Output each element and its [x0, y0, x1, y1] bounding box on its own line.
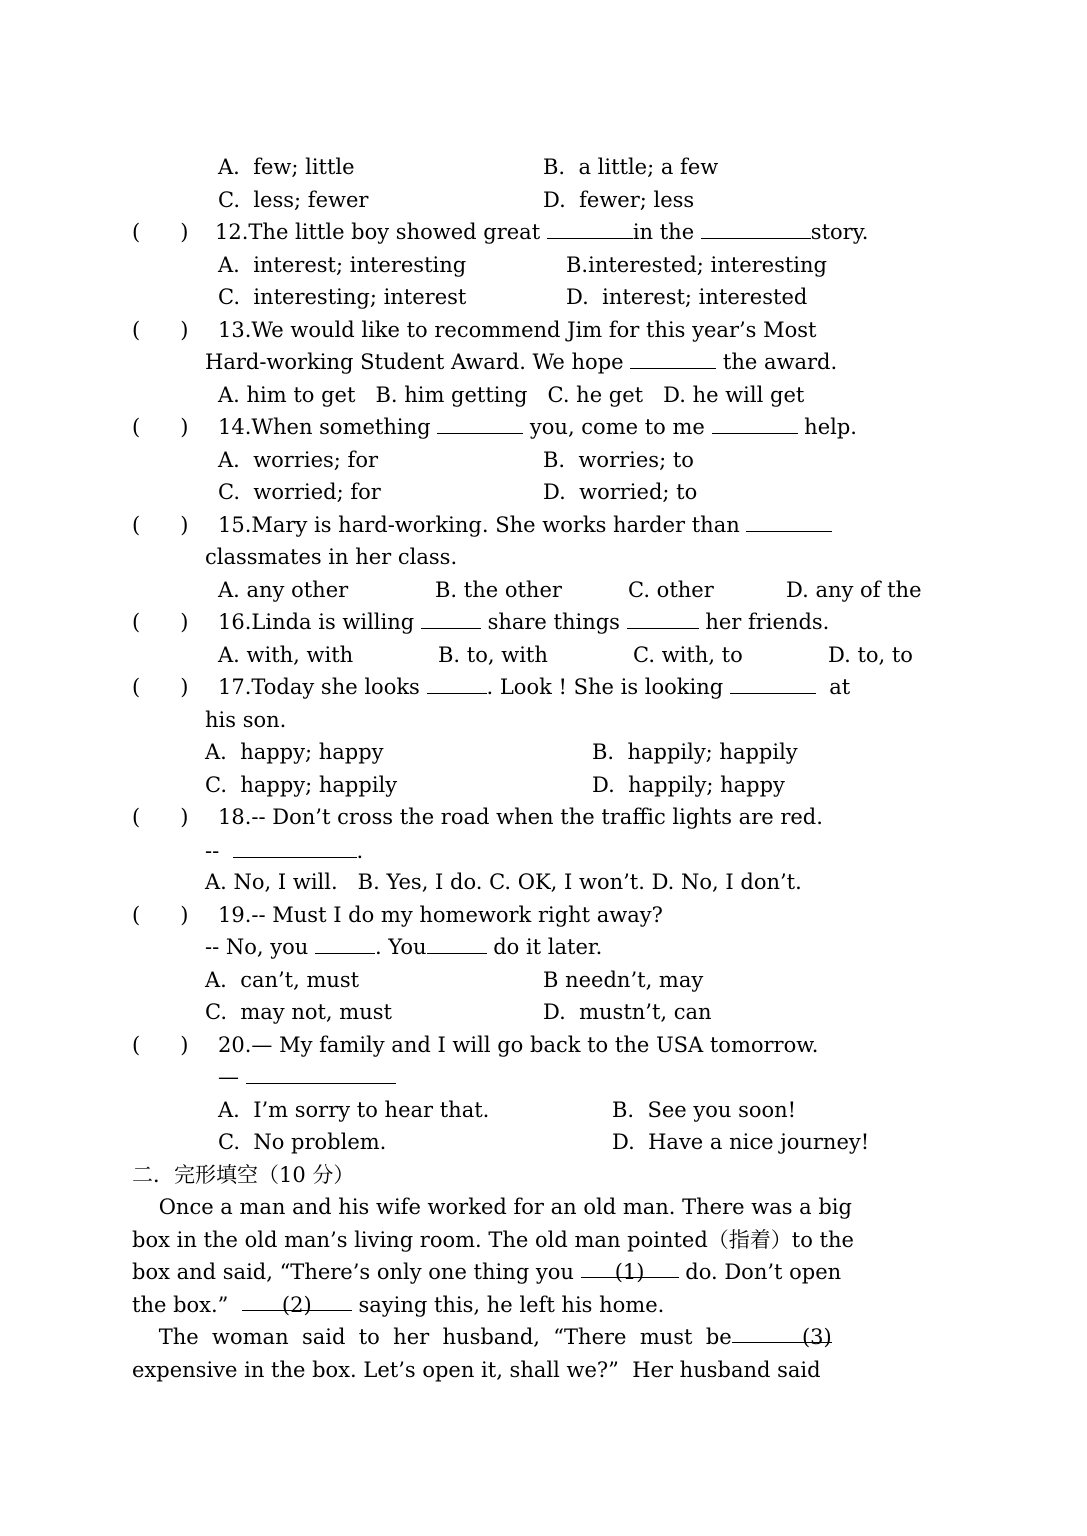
question-text: the award. [716, 350, 838, 374]
answer-paren-q16: ( ) [132, 610, 189, 634]
question-12 [215, 219, 868, 245]
answer-paren-q18: ( ) [132, 805, 189, 829]
q20-option-d: D. Have a nice journey! [612, 1130, 870, 1154]
question-15-line-2: classmates in her class. [205, 545, 458, 569]
question-number: 18. [218, 805, 252, 829]
q12-option-d: D. interest; interested [566, 285, 808, 309]
question-text: -- Don’t cross the road when the traffic lights are red. [251, 805, 823, 829]
question-text: Linda is willing [251, 610, 421, 634]
question-text: at [815, 675, 851, 699]
q20-option-b: B. See you soon! [612, 1098, 797, 1122]
question-number: 13. [218, 318, 252, 342]
question-17-line-2: his son. [205, 708, 287, 732]
answer-paren-q19: ( ) [132, 903, 189, 927]
passage-text: saying this, he left his home. [351, 1293, 665, 1317]
question-20 [218, 1032, 818, 1058]
q11-option-a: A. few; little [218, 155, 355, 179]
q20-option-c: C. No problem. [218, 1130, 387, 1154]
q14-option-a: A. worries; for [218, 448, 379, 472]
answer-blank [233, 839, 357, 858]
question-text: When something [251, 415, 438, 439]
answer-blank [701, 220, 811, 239]
question-text: We would like to recommend Jim for this year’s Most [251, 318, 817, 342]
question-number: 17. [218, 675, 252, 699]
question-15 [218, 512, 832, 538]
question-text: Hard-working Student Award. We hope [205, 350, 631, 374]
answer-paren-q14: ( ) [132, 415, 189, 439]
passage-text: the box.” [132, 1293, 242, 1317]
q17-option-b: B. happily; happily [592, 740, 798, 764]
answer-blank [427, 935, 487, 954]
answer-paren-q17: ( ) [132, 675, 189, 699]
cloze-blank-2: (2) [242, 1292, 352, 1311]
question-17 [218, 674, 850, 700]
answer-paren-q20: ( ) [132, 1033, 189, 1057]
question-20-line-2 [218, 1064, 396, 1090]
cloze-blank-1: (1) [581, 1259, 679, 1278]
question-text: -- Must I do my homework right away? [251, 903, 663, 927]
q16-option-b: B. to, with [438, 643, 548, 667]
passage-text: do. Don’t open [678, 1260, 842, 1284]
q11-option-b: B. a little; a few [543, 155, 719, 179]
answer-blank [730, 675, 816, 694]
answer-blank [746, 513, 832, 532]
question-number: 16. [218, 610, 252, 634]
q17-option-d: D. happily; happy [592, 773, 785, 797]
q12-option-b: B.interested; interesting [566, 253, 827, 277]
question-text: -- No, you [205, 935, 315, 959]
q15-option-b: B. the other [435, 578, 562, 602]
q19-option-b: B needn’t, may [543, 968, 704, 992]
question-14 [218, 414, 857, 440]
passage-line [132, 1259, 992, 1285]
q16-option-c: C. with, to [633, 643, 743, 667]
q12-option-c: C. interesting; interest [218, 285, 467, 309]
question-number: 20. [218, 1033, 252, 1057]
answer-blank [437, 415, 523, 434]
q11-option-c: C. less; fewer [218, 188, 369, 212]
question-18 [218, 804, 823, 830]
passage-line: box in the old man’s living room. The old man pointed（指着）to the [132, 1228, 854, 1252]
answer-paren-q15: ( ) [132, 513, 189, 537]
question-text: . You [374, 935, 427, 959]
question-text: The little boy showed great [248, 220, 547, 244]
q19-option-c: C. may not, must [205, 1000, 392, 1024]
question-text: -- [205, 839, 233, 863]
q18-options: A. No, I will. B. Yes, I do. C. OK, I won’t. D. No, I don’t. [205, 870, 802, 894]
question-13-line-2 [205, 349, 837, 375]
q14-option-d: D. worried; to [543, 480, 698, 504]
passage-line [132, 1324, 992, 1350]
q14-option-b: B. worries; to [543, 448, 694, 472]
q11-option-d: D. fewer; less [543, 188, 695, 212]
question-number: 15. [218, 513, 252, 537]
question-text: . Look ! She is looking [486, 675, 730, 699]
section-heading: 二．完形填空（10 分） [132, 1163, 355, 1187]
q20-option-a: A. I’m sorry to hear that. [218, 1098, 490, 1122]
q13-options: A. him to get B. him getting C. he get D. he will get [218, 383, 805, 407]
question-text: . [356, 839, 364, 863]
question-text: her friends. [698, 610, 830, 634]
passage-line [132, 1292, 992, 1318]
q15-option-c: C. other [628, 578, 714, 602]
question-text: share things [480, 610, 627, 634]
question-text: in the [632, 220, 701, 244]
q14-option-c: C. worried; for [218, 480, 381, 504]
question-text: — My family and I will go back to the USA tomorrow. [251, 1033, 819, 1057]
answer-blank [547, 220, 633, 239]
passage-line: expensive in the box. Let’s open it, shall we?” Her husband said [132, 1358, 821, 1382]
q15-option-d: D. any of the [786, 578, 922, 602]
question-number: 19. [218, 903, 252, 927]
question-text: story. [810, 220, 869, 244]
q12-option-a: A. interest; interesting [218, 253, 467, 277]
q19-option-d: D. mustn’t, can [543, 1000, 712, 1024]
question-text: Mary is hard-working. She works harder than [251, 513, 747, 537]
question-text: — [218, 1065, 246, 1089]
question-text: do it later. [486, 935, 603, 959]
passage-text: The woman said to her husband, “There must be [132, 1325, 732, 1349]
answer-blank [246, 1065, 396, 1084]
question-text: Today she looks [251, 675, 427, 699]
question-number: 14. [218, 415, 252, 439]
answer-paren-q12: ( ) [132, 220, 189, 244]
cloze-blank-3: (3) [732, 1324, 832, 1343]
q16-option-d: D. to, to [828, 643, 913, 667]
passage-text: box and said, “There’s only one thing you [132, 1260, 581, 1284]
question-number: 12. [215, 220, 249, 244]
answer-paren-q13: ( ) [132, 318, 189, 342]
question-19-line-2 [205, 934, 602, 960]
question-19 [218, 902, 663, 928]
q17-option-c: C. happy; happily [205, 773, 398, 797]
answer-blank [712, 415, 798, 434]
q15-option-a: A. any other [218, 578, 349, 602]
q17-option-a: A. happy; happy [205, 740, 384, 764]
answer-blank [315, 935, 375, 954]
question-13 [218, 317, 816, 343]
question-text: help. [797, 415, 857, 439]
answer-blank [421, 610, 481, 629]
passage-line: Once a man and his wife worked for an old man. There was a big [132, 1195, 852, 1219]
question-text: you, come to me [523, 415, 712, 439]
question-16 [218, 609, 829, 635]
q19-option-a: A. can’t, must [205, 968, 360, 992]
answer-blank [627, 610, 699, 629]
q16-option-a: A. with, with [218, 643, 354, 667]
answer-blank [630, 350, 716, 369]
answer-blank [427, 675, 487, 694]
question-18-line-2 [205, 838, 363, 864]
